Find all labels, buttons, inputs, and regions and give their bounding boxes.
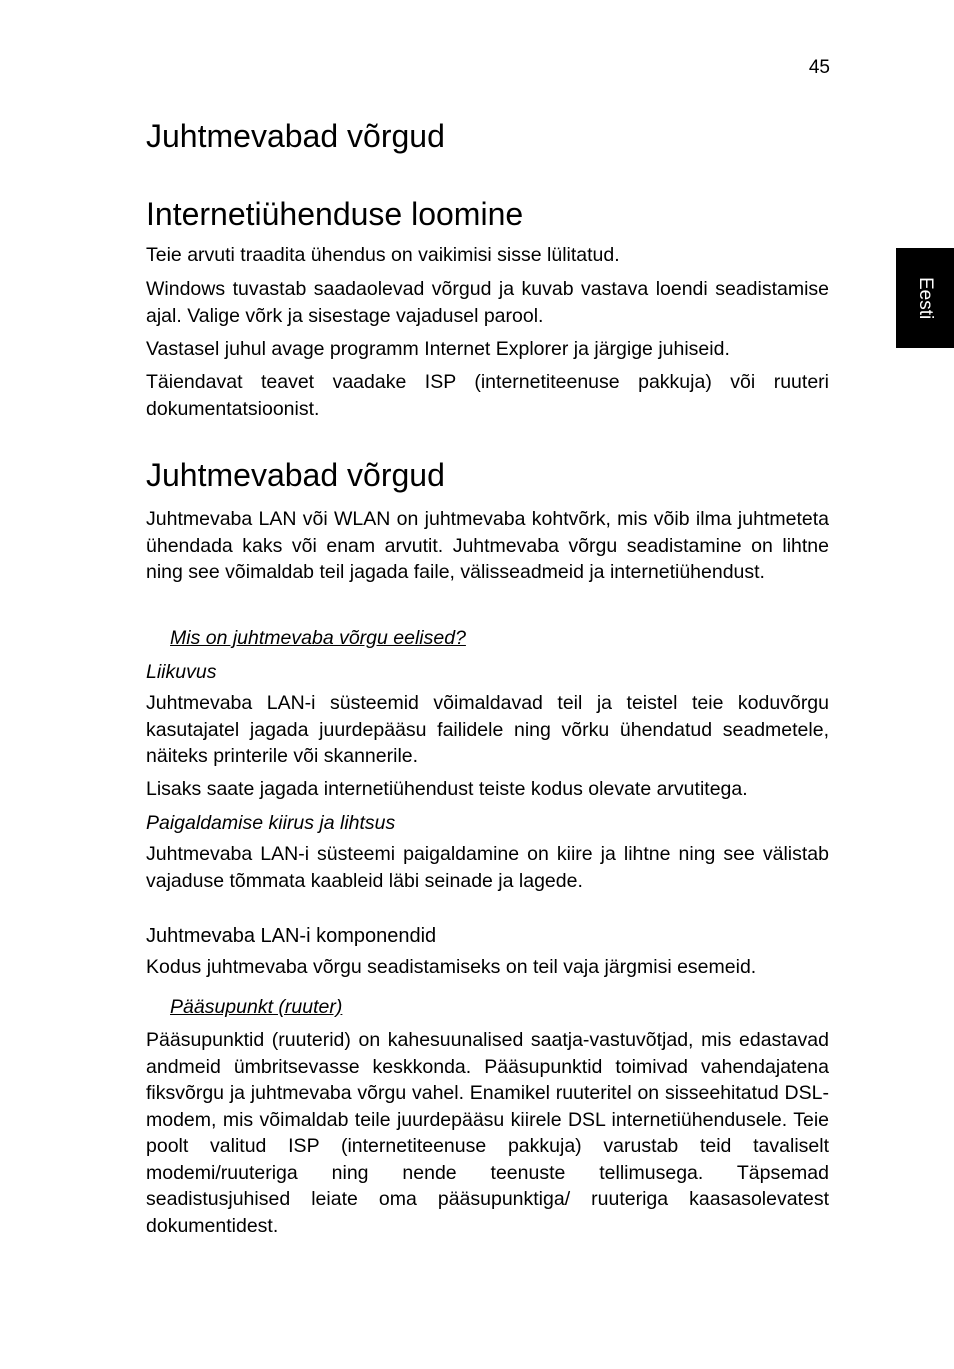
paragraph: Teie arvuti traadita ühendus on vaikimisi sisse lülitatud. — [146, 244, 620, 266]
paragraph: Windows tuvastab saadaolevad võrgud ja kuvab vastava loendi seadistamise ajal. Valige võrk ja sisestage vajadusel parool. — [146, 278, 829, 327]
paragraph: Juhtmevaba LAN-i süsteemi paigaldamine on kiire ja lihtne ning see välistab vajaduse tõmmata kaableid läbi seinade ja lagede. — [146, 843, 829, 892]
page-number: 45 — [808, 57, 830, 78]
paragraph: Täiendavat teavet vaadake ISP (internetiteenuse pakkuja) või ruuteri dokumentatsioonist. — [146, 371, 829, 420]
paragraph: Pääsupunktid (ruuterid) on kahesuunalised saatja-vastuvõtjad, mis edastavad andmeid ümbritsevasse keskkonda. Pääsupunktid toimivad vahendajatena fiksvõrgu ja juhtmevaba võrgu vahel. Enamikel ruuteritel on sisseehitatud DSL-modem, mis võimaldab teile juurdepääsu kiirele DSL internetiühendusele. Teie poolt valitud ISP (internetiteenuse pakkuja) varustab teid tavaliselt modemi/ruuteriga ning nende teenuste tellimusega. Täpsemad seadistusjuhised leiate oma pääsupunktiga/ ruuteriga kaasasolevatest dokumentidest. — [146, 1029, 829, 1237]
subheading-mobility: Liikuvus — [146, 661, 217, 683]
section-heading-internet: Internetiühenduse loomine — [146, 196, 524, 232]
subheading-access-point: Pääsupunkt (ruuter) — [170, 996, 343, 1018]
language-tab-label: Eesti — [915, 276, 936, 320]
paragraph: Juhtmevaba LAN-i süsteemid võimaldavad teil ja teistel teie koduvõrgu kasutajatel jagada juurdepääsu failidele ning võrku ühendatud seadmetele, näiteks printerile või skannerile. — [146, 692, 829, 767]
paragraph: Kodus juhtmevaba võrgu seadistamiseks on teil vaja järgmisi esemeid. — [146, 956, 757, 978]
section-heading-wireless: Juhtmevabad võrgud — [146, 457, 445, 493]
paragraph: Juhtmevaba LAN või WLAN on juhtmevaba kohtvõrk, mis võib ilma juhtmeteta ühendada kaks või enam arvutit. Juhtmevaba võrgu seadistamine on lihtne ning see võimaldab teil jagada faile, välisseadmeid ja internetiühendust. — [146, 508, 829, 583]
paragraph: Lisaks saate jagada internetiühendust teiste kodus olevate arvutitega. — [146, 778, 748, 800]
paragraph: Vastasel juhul avage programm Internet Explorer ja järgige juhiseid. — [146, 338, 730, 360]
subheading-benefits: Mis on juhtmevaba võrgu eelised? — [170, 627, 466, 649]
subheading-install: Paigaldamise kiirus ja lihtsus — [146, 812, 396, 834]
section-heading-components: Juhtmevaba LAN-i komponendid — [146, 925, 437, 947]
language-tab — [896, 248, 954, 348]
page-title: Juhtmevabad võrgud — [146, 118, 445, 154]
